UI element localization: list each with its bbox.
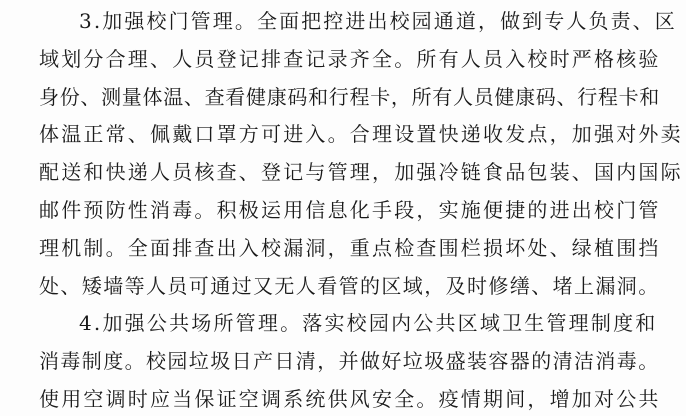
paragraph-3-line-3: 身份、测量体温、查看健康码和行程卡，所有人员健康码、行程卡和 [39,85,660,109]
paragraph-3-line-1: 3.加强校门管理。全面把控进出校园通道，做到专人负责、区 [79,9,677,33]
paragraph-4-line-3: 使用空调时应当保证空调系统供风安全。疫情期间，增加对公共 [39,387,661,411]
paragraph-3-line-8: 处、矮墙等人员可通过又无人看管的区域，及时修缮、堵上漏洞。 [39,274,660,298]
paragraph-3-line-5: 配送和快递人员核查、登记与管理，加强冷链食品包装、国内国际 [39,160,683,184]
paragraph-3-line-6: 邮件预防性消毒。积极运用信息化手段，实施便捷的进出校门管 [39,198,661,222]
paragraph-3-line-4: 体温正常、佩戴口罩方可进入。合理设置快递收发点，加强对外卖 [39,122,683,146]
paragraph-3-line-7: 理机制。全面排查出入校漏洞，重点检查围栏损坏处、绿植围挡 [39,236,661,260]
paragraph-4-line-2: 消毒制度。校园垃圾日产日清，并做好垃圾盛装容器的清洁消毒。 [39,349,660,373]
paragraph-4-line-1: 4.加强公共场所管理。落实校园内公共区域卫生管理制度和 [79,311,658,335]
paragraph-3-line-2: 域划分合理、人员登记排查记录齐全。所有人员入校时严格核验 [39,47,661,71]
